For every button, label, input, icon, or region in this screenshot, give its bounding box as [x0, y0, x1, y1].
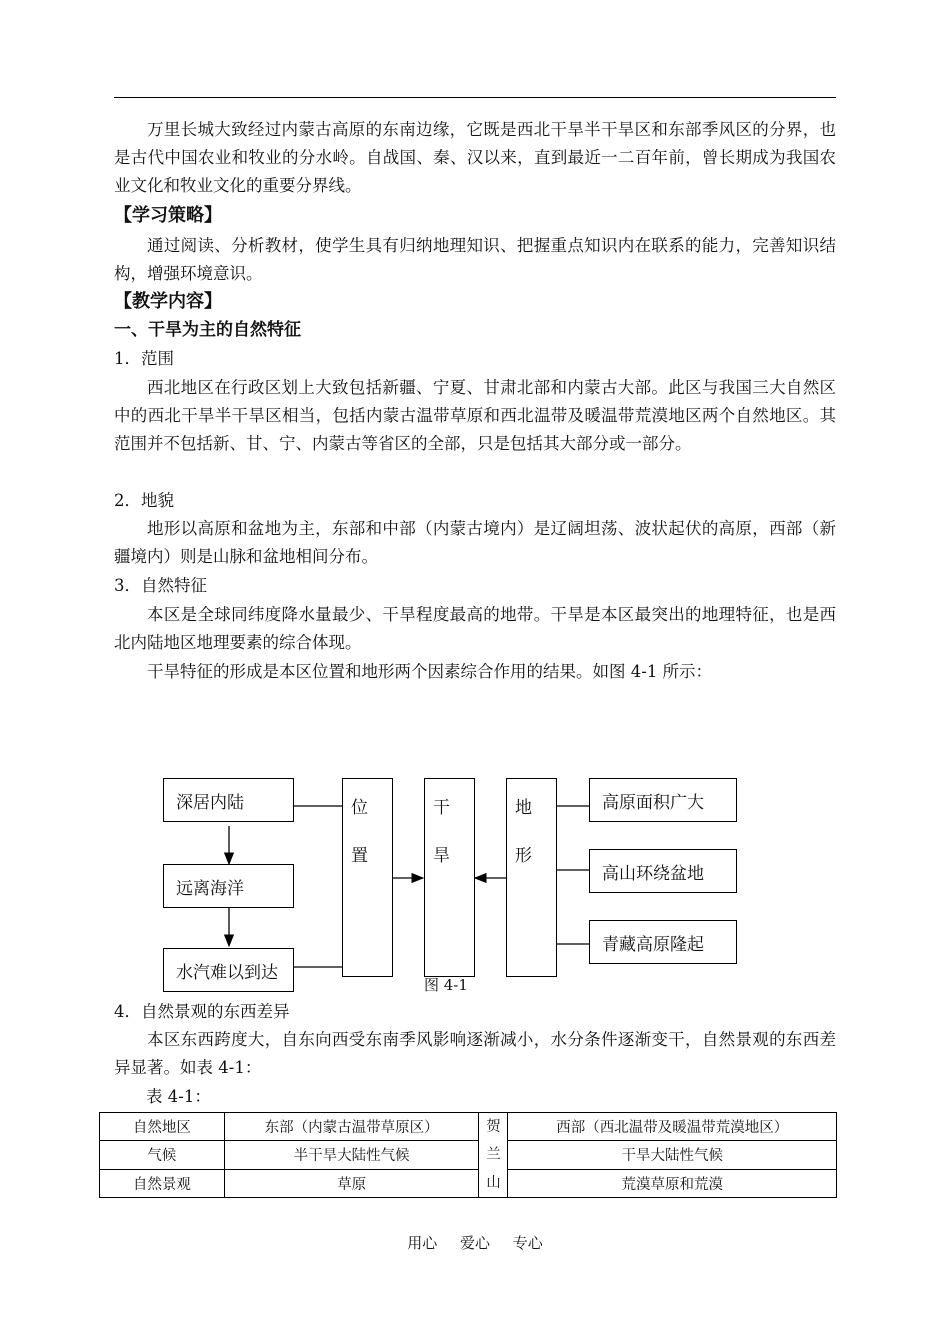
- item-3-paragraph-1: 本区是全球同纬度降水量最少、干旱程度最高的地带。干旱是本区最突出的地理特征，也是西北内陆地区地理要素的综合体现。: [114, 605, 836, 652]
- item-2-paragraph: 地形以高原和盆地为主，东部和中部（内蒙古境内）是辽阔坦荡、波状起伏的高原，西部（新疆境内）则是山脉和盆地相间分布。: [114, 519, 836, 566]
- box-drought-char: 干: [433, 798, 450, 818]
- intro-paragraph: 万里长城大致经过内蒙古高原的东南边缘，它既是西北干旱半干旱区和东部季风区的分界，也是古代中国农业和牧业的分水岭。自战国、秦、汉以来，直到最近一二百年前，曾长期成为我国农业文化和牧业文化的重要分界线。: [114, 120, 836, 195]
- table-cell-east: 半干旱大陆性气候: [224, 1141, 479, 1169]
- box-vapor-unreachable: 水汽难以到达: [163, 948, 294, 992]
- item-4-title: 4．自然景观的东西差异: [114, 1002, 290, 1021]
- box-position-char: 置: [351, 846, 368, 866]
- box-terrain-char: 地: [515, 798, 532, 818]
- header-rule: [114, 97, 836, 98]
- divider-char: 山: [486, 1175, 501, 1191]
- box-terrain: [506, 778, 557, 977]
- box-deep-inland: 深居内陆: [163, 778, 294, 822]
- footer-text: 专心: [512, 1234, 543, 1252]
- box-terrain-char: 形: [515, 846, 532, 866]
- helan-mountain-divider: [479, 1113, 508, 1198]
- box-drought-char: 旱: [433, 846, 450, 866]
- table-cell-label: 气候: [100, 1141, 225, 1169]
- item-3-paragraph-2: 干旱特征的形成是本区位置和地形两个因素综合作用的结果。如图 4-1 所示：: [147, 662, 713, 681]
- strategy-paragraph: 通过阅读、分析教材，使学生具有归纳地理知识、把握重点知识内在联系的能力，完善知识结构，增强环境意识。: [114, 236, 836, 283]
- box-position-char: 位: [351, 798, 368, 818]
- strategy-heading: 【学习策略】: [114, 205, 222, 226]
- page-footer: [0, 1232, 950, 1253]
- table-cell-east: 草原: [224, 1169, 479, 1197]
- section-1-title: 一、干旱为主的自然特征: [114, 320, 301, 340]
- table-cell-east: 东部（内蒙古温带草原区）: [224, 1113, 479, 1141]
- item-2-title: 2．地貌: [114, 491, 174, 510]
- item-4-paragraph: 本区东西跨度大，自东向西受东南季风影响逐渐减小，水分条件逐渐变干，自然景观的东西差异显著。如表 4-1：: [114, 1030, 836, 1077]
- table-cell-label: 自然地区: [100, 1113, 225, 1141]
- table-row: [100, 1141, 837, 1169]
- table-label: 表 4-1：: [146, 1087, 211, 1106]
- footer-text: 爱心: [459, 1234, 490, 1252]
- table-cell-west: 干旱大陆性气候: [508, 1141, 837, 1169]
- table-cell-label: 自然景观: [100, 1169, 225, 1197]
- landscape-table: [99, 1112, 837, 1198]
- footer-text: 用心: [407, 1234, 438, 1252]
- divider-char: 兰: [486, 1147, 501, 1163]
- item-1-paragraph: 西北地区在行政区划上大致包括新疆、宁夏、甘肃北部和内蒙古大部。此区与我国三大自然区中的西北干旱半干旱区相当，包括内蒙古温带草原和西北温带及暖温带荒漠地区两个自然地区。其范围并不包括新、甘、宁、内蒙古等省区的全部，只是包括其大部分或一部分。: [114, 378, 836, 453]
- table-cell-west: 西部（西北温带及暖温带荒漠地区）: [508, 1113, 837, 1141]
- content-heading: 【教学内容】: [114, 291, 222, 312]
- table-row: [100, 1169, 837, 1197]
- item-1-title: 1．范围: [114, 349, 174, 368]
- box-plateau-area: 高原面积广大: [589, 778, 737, 822]
- box-tibet-uplift: 青藏高原隆起: [589, 920, 737, 964]
- divider-char: 贺: [486, 1119, 501, 1135]
- box-drought: [424, 778, 475, 977]
- table-row: [100, 1113, 837, 1141]
- box-far-from-ocean: 远离海洋: [163, 864, 294, 908]
- item-3-title: 3．自然特征: [114, 576, 207, 595]
- box-mountains-basins: 高山环绕盆地: [589, 849, 737, 893]
- box-position: [342, 778, 393, 977]
- table-cell-west: 荒漠草原和荒漠: [508, 1169, 837, 1197]
- figure-caption: 图 4-1: [424, 976, 468, 994]
